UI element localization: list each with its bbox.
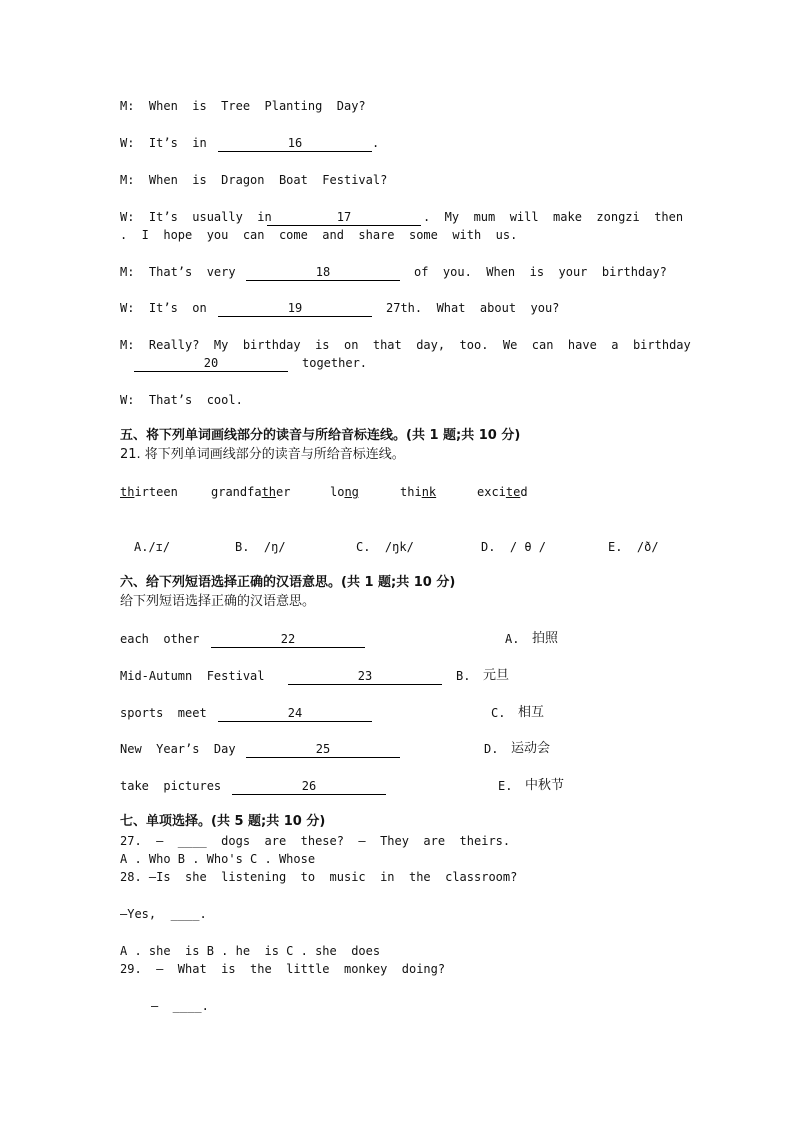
blank-24[interactable]: 24 (218, 705, 372, 722)
question-29: 29. — What is the little monkey doing? (120, 962, 446, 976)
phrase-sports-meet: sports meet (120, 706, 207, 720)
blank-16[interactable]: 16 (218, 135, 372, 152)
blank-22[interactable]: 22 (211, 631, 365, 648)
blank-25[interactable]: 25 (246, 741, 400, 758)
section-7-title: 七、单项选择。(共 5 题;共 10 分) (120, 814, 326, 829)
option-d-label: D. (484, 742, 499, 756)
section-5-title: 五、将下列单词画线部分的读音与所给音标连线。(共 1 题;共 10 分) (120, 428, 521, 443)
blank-23[interactable]: 23 (288, 668, 442, 685)
dialogue-line-7-post: together. (302, 356, 368, 370)
dialogue-line-5-post: of you. When is your birthday? (414, 265, 667, 279)
dialogue-line-7: M: Really? My birthday is on that day, too. We can have a birthday (120, 338, 691, 352)
word-long: long (330, 485, 359, 499)
question-29-answer-line: — ____. (151, 999, 209, 1013)
word-grandfather: grandfather (211, 485, 291, 499)
option-e-label: E. (498, 779, 513, 793)
question-28-answer-line: —Yes, ____. (120, 907, 207, 921)
phonetic-option-a: A./ɪ/ (134, 540, 171, 554)
option-b-label: B. (456, 669, 471, 683)
dialogue-line-1: M: When is Tree Planting Day? (120, 99, 366, 113)
dialogue-line-3: M: When is Dragon Boat Festival? (120, 173, 388, 187)
phonetic-option-d: D. / θ / (481, 540, 547, 554)
dialogue-line-2-pre: W: It’s in (120, 136, 207, 150)
blank-17[interactable]: 17 (267, 209, 421, 226)
option-a-meaning: 拍照 (532, 631, 559, 646)
dialogue-line-4-pre: W: It’s usually in (120, 210, 272, 224)
option-e-meaning: 中秋节 (525, 778, 565, 793)
dialogue-line-6-post: 27th. What about you? (386, 301, 560, 315)
phonetic-option-c: C. /ŋk/ (356, 540, 414, 554)
dialogue-line-8: W: That’s cool. (120, 393, 243, 407)
word-excited: excited (477, 485, 528, 499)
phonetic-option-b: B. /ŋ/ (235, 540, 286, 554)
phrase-take-pictures: take pictures (120, 779, 222, 793)
question-28: 28. —Is she listening to music in the classroom? (120, 870, 518, 884)
dialogue-line-6-pre: W: It’s on (120, 301, 207, 315)
option-c-label: C. (491, 706, 506, 720)
question-21: 21. 将下列单词画线部分的读音与所给音标连线。 (120, 447, 405, 462)
option-b-meaning: 元旦 (483, 668, 510, 683)
phrase-each-other: each other (120, 632, 200, 646)
phrase-new-years-day: New Year’s Day (120, 742, 236, 756)
dialogue-line-4-cont: . I hope you can come and share some with us. (120, 228, 518, 242)
word-think: think (400, 485, 437, 499)
section-6-title: 六、给下列短语选择正确的汉语意思。(共 1 题;共 10 分) (120, 575, 456, 590)
question-27: 27. — ____ dogs are these? — They are theirs. (120, 834, 511, 848)
blank-18[interactable]: 18 (246, 264, 400, 281)
word-thirteen: thirteen (120, 485, 178, 499)
phrase-mid-autumn: Mid-Autumn Festival (120, 669, 265, 683)
blank-26[interactable]: 26 (232, 778, 386, 795)
dialogue-line-4-post: . My mum will make zongzi then (423, 210, 684, 224)
option-c-meaning: 相互 (518, 705, 545, 720)
question-27-options[interactable]: A . Who B . Who's C . Whose (120, 852, 316, 866)
dialogue-line-5-pre: M: That’s very (120, 265, 236, 279)
section-6-question: 给下列短语选择正确的汉语意思。 (120, 594, 316, 609)
option-d-meaning: 运动会 (511, 741, 551, 756)
dialogue-line-2-post: . (372, 136, 380, 150)
question-28-options[interactable]: A . she is B . he is C . she does (120, 944, 381, 958)
blank-20[interactable]: 20 (134, 355, 288, 372)
blank-19[interactable]: 19 (218, 300, 372, 317)
phonetic-option-e: E. /ð/ (608, 540, 659, 554)
option-a-label: A. (505, 632, 520, 646)
